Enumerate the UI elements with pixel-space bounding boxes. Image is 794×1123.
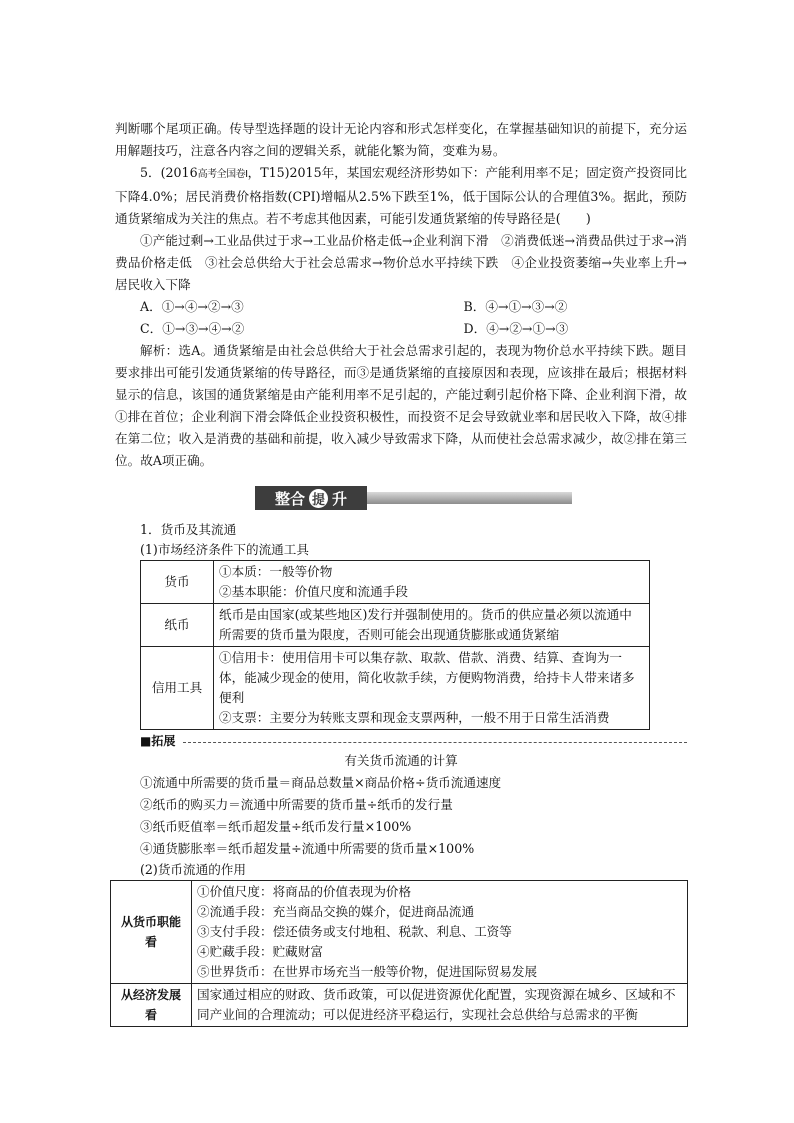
section-1-title: 1．货币及其流通 [140, 522, 237, 537]
question-text: ，T15)2015年，某国宏观经济形势如下：产能利用率不足；固定资产投资同比下降4.0%；居民消费价格指数(CPI)增幅从2.5%下跌至1%，低于国际公认的合理值3%。据此，预防通货紧缩成为关注的焦点。若不考虑其他因素，可能引发通货紧缩的传导路径是( ) [115, 165, 687, 226]
dashed-divider [183, 742, 687, 743]
table-row [111, 881, 688, 984]
table-line: 国家通过相应的财政、货币政策，可以促进资源优化配置，实现资源在城乡、区域和不同产业间的合理流动；可以促进经济平稳运行，实现社会总供给与总需求的平衡 [197, 987, 676, 1022]
table-row [111, 984, 688, 1027]
table-head-cell: 纸币 [141, 604, 214, 647]
calc-title: 有关货币流通的计算 [344, 753, 458, 768]
table-line: ②支票：主要分为转账支票和现金支票两种，一般不用于日常生活消费 [219, 710, 610, 725]
banner-left-text: 整合 [274, 489, 305, 508]
banner-label [255, 486, 367, 510]
table-row [141, 604, 650, 647]
option-b: B．④→①→③→② [463, 299, 568, 314]
question-stem [115, 162, 687, 230]
table-head-cell: 从货币职能看 [111, 881, 192, 984]
banner-right-text: 升 [332, 489, 348, 508]
table-head-cell: 货币 [141, 561, 214, 604]
circulation-function-table [110, 880, 688, 1027]
table-line: ①信用卡：使用信用卡可以集存款、取款、借款、消费、结算、查询为一体，能减少现金的使用，简化收款手续，方便购物消费，给持卡人带来诸多便利 [219, 650, 635, 705]
formula-line: ④通货膨胀率＝纸币超发量÷流通中所需要的货币量×100% [140, 841, 475, 856]
circulation-tools-table [140, 560, 650, 730]
intro-paragraph: 判断哪个尾项正确。传导型选择题的设计无论内容和形式怎样变化，在掌握基础知识的前提下，充分运用解题技巧，注意各内容之间的逻辑关系，就能化繁为简，变难为易。 [115, 121, 687, 158]
section-1-subtitle: (1)市场经济条件下的流通工具 [140, 542, 309, 557]
table-line: ③支付手段：偿还债务或支付地租、税款、利息、工资等 [197, 924, 512, 939]
extension-label: ■拓展 [140, 733, 176, 748]
extension-header [115, 730, 687, 750]
source-tag: 高考全国卷Ⅰ [197, 169, 248, 180]
page-content [115, 118, 687, 1027]
table-head-cell: 信用工具 [141, 647, 214, 730]
table-line: ②基本职能：价值尺度和流通手段 [219, 584, 408, 599]
table-body-cell [214, 604, 650, 647]
table-line: 纸币是由国家(或某些地区)发行并强制使用的。货币的供应量必须以流通中所需要的货币量为限度，否则可能会出现通货膨胀或通货紧缩 [219, 607, 632, 642]
table-line: ⑤世界货币：在世界市场充当一般等价物，促进国际贸易发展 [197, 964, 538, 979]
table-head-cell: 从经济发展看 [111, 984, 192, 1027]
option-c: C．①→③→④→② [140, 321, 245, 336]
options-row-2 [115, 318, 687, 340]
formula-line: ①流通中所需要的货币量＝商品总数量×商品价格÷货币流通速度 [140, 775, 502, 790]
analysis-paragraph: 解析：选A。通货紧缩是由社会总供给大于社会总需求引起的，表现为物价总水平持续下跌。题目要求排出可能引发通货紧缩的传导路径，而③是通货紧缩的直接原因和表现，应该排在最后；根据材料显示的信息，该国的通货紧缩是由产能利用率不足引起的，产能过剩引起价格下降、企业利润下滑，故①排在首位；企业利润下滑会降低企业投资积极性，而投资不足会导致就业率和居民收入下降，故④排在第二位；收入是消费的基础和前提，收入减少导致需求下降，从而使社会总需求减少，故②排在第三位。故A项正确。 [115, 343, 687, 468]
question-items: ①产能过剩→工业品供过于求→工业品价格走低→企业利润下滑 ②消费低迷→消费品供过于求→消费品价格走低 ③社会总供给大于社会总需求→物价总水平持续下跌 ④企业投资萎缩→失业率上升→居民收入下降 [115, 233, 687, 292]
table-body-cell [214, 561, 650, 604]
section-2-subtitle: (2)货币流通的作用 [140, 862, 246, 877]
section-banner [115, 486, 687, 510]
table-line: ①本质：一般等价物 [219, 564, 333, 579]
question-prefix: 5．(2016 [140, 165, 198, 180]
table-row [141, 561, 650, 604]
formula-line: ②纸币的购买力＝流通中所需要的货币量÷纸币的发行量 [140, 797, 453, 812]
banner-circle-text: 提 [309, 489, 328, 508]
table-body-cell [192, 984, 688, 1027]
table-line: ②流通手段：充当商品交换的媒介，促进商品流通 [197, 904, 475, 919]
formula-line: ③纸币贬值率＝纸币超发量÷纸币发行量×100% [140, 819, 412, 834]
table-body-cell [192, 881, 688, 984]
option-a: A．①→④→②→③ [140, 299, 244, 314]
options-row-1 [115, 296, 687, 318]
table-line: ①价值尺度：将商品的价值表现为价格 [197, 884, 412, 899]
option-d: D．④→②→①→③ [463, 321, 569, 336]
table-body-cell [214, 647, 650, 730]
table-line: ④贮藏手段：贮藏财富 [197, 944, 323, 959]
table-row [141, 647, 650, 730]
